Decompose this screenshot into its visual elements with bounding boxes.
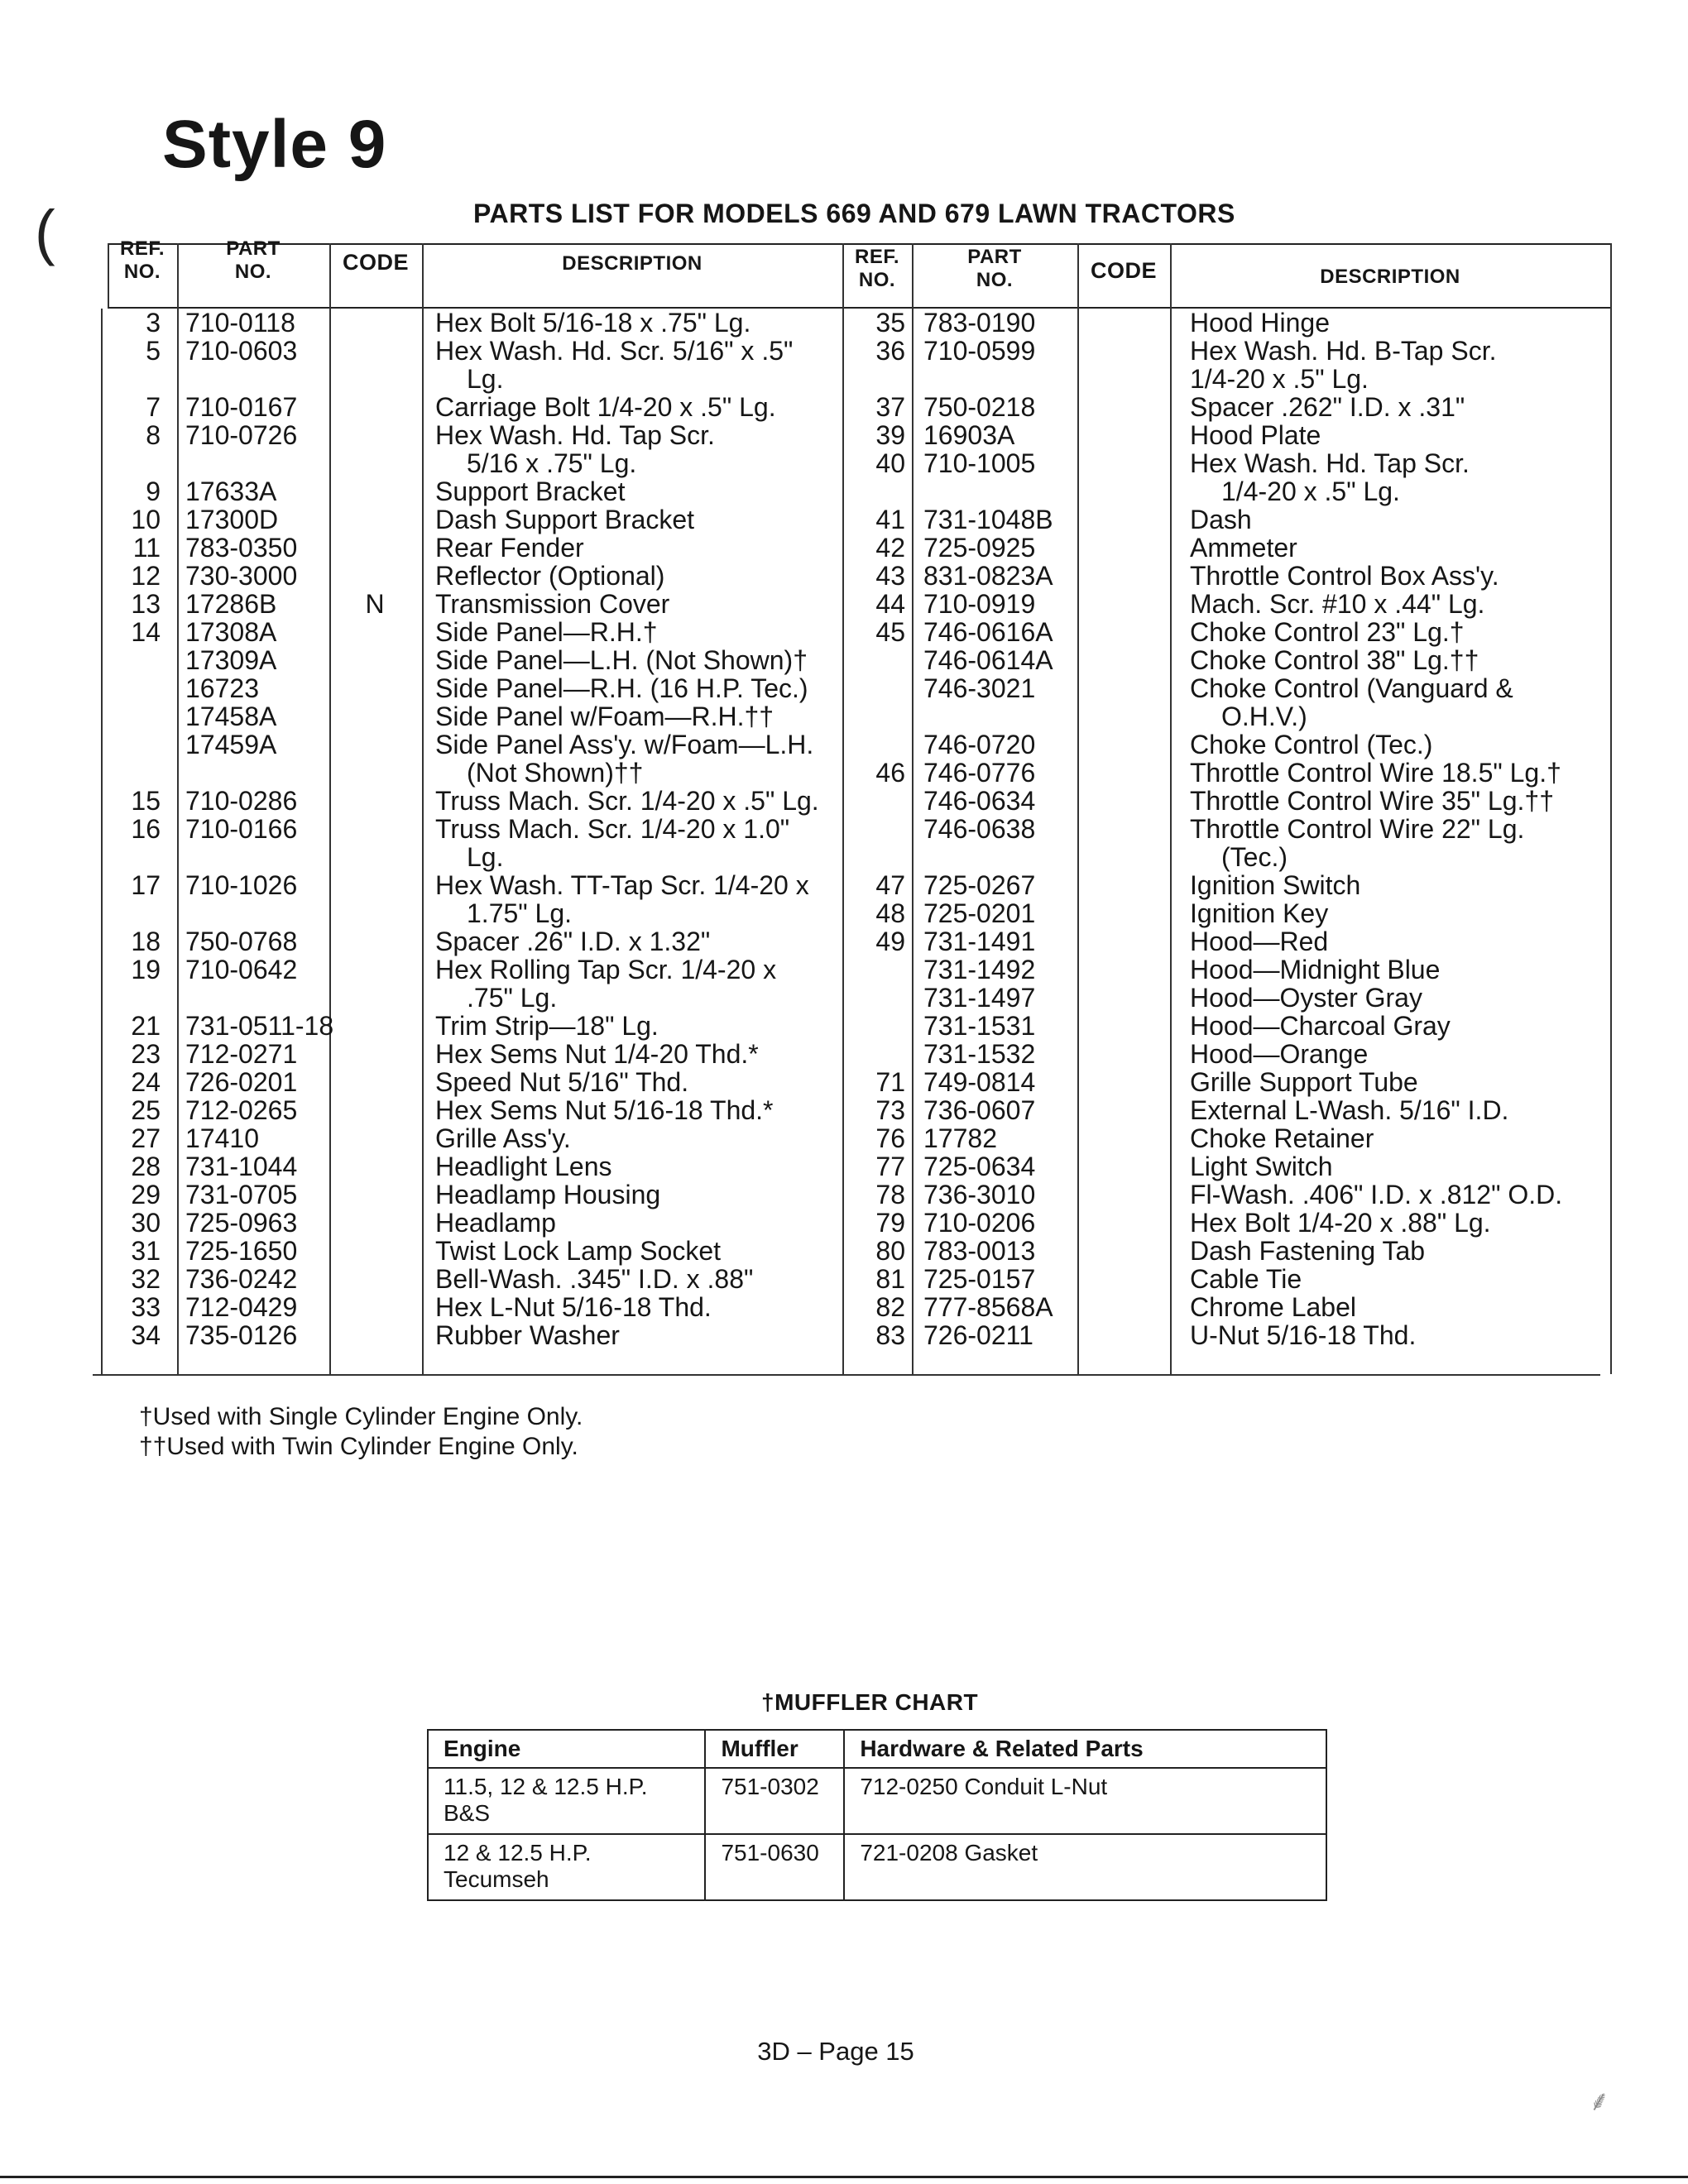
description-cell: Hood Hinge	[1190, 308, 1330, 338]
description-cell: 1/4-20 x .5" Lg.	[1221, 477, 1400, 506]
description-cell: Throttle Control Box Ass'y.	[1190, 561, 1499, 591]
part-no-cell: 725-0963	[185, 1208, 298, 1238]
description-cell: U-Nut 5/16-18 Thd.	[1190, 1320, 1417, 1350]
part-no-cell: 712-0429	[185, 1292, 298, 1322]
part-no-cell: 736-3010	[923, 1180, 1036, 1209]
page-bottom-rule	[0, 2176, 1688, 2178]
ref-no-cell: 16	[131, 814, 161, 844]
part-no-cell: 731-1491	[923, 927, 1036, 956]
parts-row	[93, 1124, 1612, 1152]
description-cell: Hex Sems Nut 5/16-18 Thd.*	[435, 1095, 774, 1125]
description-cell: Headlight Lens	[435, 1152, 612, 1181]
description-cell: 5/16 x .75" Lg.	[467, 448, 637, 478]
part-no-cell: 710-0166	[185, 814, 298, 844]
parts-row	[93, 449, 1612, 477]
description-cell: Hex Rolling Tap Scr. 1/4-20 x	[435, 955, 777, 984]
description-cell: Choke Control 38" Lg.††	[1190, 645, 1479, 675]
description-cell: Side Panel—R.H.†	[435, 617, 658, 647]
description-cell: Throttle Control Wire 35" Lg.††	[1190, 786, 1554, 816]
part-no-cell: 710-0603	[185, 336, 298, 366]
margin-mark: (	[35, 198, 55, 266]
ref-no-cell: 5	[146, 336, 161, 366]
parts-row	[93, 646, 1612, 674]
parts-table	[93, 234, 1612, 1376]
part-no-cell: 710-0206	[923, 1208, 1036, 1238]
description-cell: Dash Fastening Tab	[1190, 1236, 1426, 1266]
parts-row	[93, 1209, 1612, 1237]
ref-no-cell: 73	[875, 1095, 905, 1125]
part-no-cell: 710-0919	[923, 589, 1036, 619]
description-cell: Rear Fender	[435, 533, 584, 563]
part-no-cell: 731-1497	[923, 983, 1036, 1013]
part-no-cell: 735-0126	[185, 1320, 298, 1350]
description-cell: Grille Ass'y.	[435, 1123, 571, 1153]
description-cell: 1/4-20 x .5" Lg.	[1190, 364, 1369, 394]
parts-row	[93, 365, 1612, 393]
description-cell: Carriage Bolt 1/4-20 x .5" Lg.	[435, 392, 776, 422]
part-no-cell: 17309A	[185, 645, 277, 675]
part-no-cell: 746-0638	[923, 814, 1036, 844]
part-no-cell: 17782	[923, 1123, 997, 1153]
parts-row	[93, 927, 1612, 956]
description-cell: Hex L-Nut 5/16-18 Thd.	[435, 1292, 712, 1322]
parts-row	[93, 956, 1612, 984]
ref-no-cell: 14	[131, 617, 161, 647]
header-ref-no-right: REF. NO.	[854, 246, 899, 291]
parts-row	[93, 1237, 1612, 1265]
parts-row	[93, 815, 1612, 843]
part-no-cell: 725-0201	[923, 898, 1036, 928]
part-no-cell: 710-0286	[185, 786, 298, 816]
parts-row	[93, 702, 1612, 730]
part-no-cell: 710-0642	[185, 955, 298, 984]
ref-no-cell: 30	[131, 1208, 161, 1238]
page-number: 3D – Page 15	[757, 2037, 914, 2066]
ref-no-cell: 23	[131, 1039, 161, 1069]
parts-row	[93, 1040, 1612, 1068]
description-cell: .75" Lg.	[467, 983, 558, 1013]
description-cell: Throttle Control Wire 18.5" Lg.†	[1190, 758, 1561, 788]
part-no-cell: 16903A	[923, 420, 1015, 450]
part-no-cell: 710-0599	[923, 336, 1036, 366]
part-no-cell: 17410	[185, 1123, 259, 1153]
parts-row	[93, 590, 1612, 618]
description-cell: Hood—Midnight Blue	[1190, 955, 1441, 984]
muffler-header-muffler: Muffler	[705, 1730, 844, 1768]
ref-no-cell: 35	[875, 308, 905, 338]
description-cell: Grille Support Tube	[1190, 1067, 1418, 1097]
ref-no-cell: 33	[131, 1292, 161, 1322]
parts-row	[93, 1012, 1612, 1040]
ref-no-cell: 19	[131, 955, 161, 984]
ref-no-cell: 13	[131, 589, 161, 619]
parts-row	[93, 1181, 1612, 1209]
code-cell: N	[365, 589, 385, 619]
description-cell: Trim Strip—18" Lg.	[435, 1011, 659, 1041]
header-code-right: CODE	[1090, 258, 1157, 283]
description-cell: Lg.	[467, 364, 504, 394]
parts-row	[93, 337, 1612, 365]
part-no-cell: 750-0218	[923, 392, 1036, 422]
ref-no-cell: 48	[875, 898, 905, 928]
part-no-cell: 736-0242	[185, 1264, 298, 1294]
parts-row	[93, 562, 1612, 590]
ref-no-cell: 44	[875, 589, 905, 619]
description-cell: Truss Mach. Scr. 1/4-20 x 1.0"	[435, 814, 790, 844]
description-cell: Throttle Control Wire 22" Lg.	[1190, 814, 1525, 844]
header-code: CODE	[342, 250, 409, 275]
part-no-cell: 746-0616A	[923, 617, 1053, 647]
muffler-chart-table	[427, 1729, 1327, 1901]
description-cell: Lg.	[467, 842, 504, 872]
table-top-rule	[108, 243, 1612, 245]
muffler-row	[428, 1768, 1326, 1834]
muffler-row	[428, 1834, 1326, 1900]
part-no-cell: 710-0167	[185, 392, 298, 422]
header-ref-no: REF. NO.	[119, 237, 165, 283]
part-no-cell: 712-0265	[185, 1095, 298, 1125]
description-cell: Hood Plate	[1190, 420, 1321, 450]
parts-row	[93, 871, 1612, 899]
description-cell: 1.75" Lg.	[467, 898, 573, 928]
part-no-cell: 731-1044	[185, 1152, 298, 1181]
part-no-cell: 746-0776	[923, 758, 1036, 788]
description-cell: Rubber Washer	[435, 1320, 620, 1350]
part-no-cell: 736-0607	[923, 1095, 1036, 1125]
description-cell: Hood—Orange	[1190, 1039, 1369, 1069]
part-no-cell: 725-1650	[185, 1236, 298, 1266]
parts-row	[93, 1152, 1612, 1181]
ref-no-cell: 24	[131, 1067, 161, 1097]
part-no-cell: 725-0925	[923, 533, 1036, 563]
part-no-cell: 783-0013	[923, 1236, 1036, 1266]
muffler-engine-cell: 12 & 12.5 H.P. Tecumseh	[428, 1834, 705, 1900]
part-no-cell: 710-0118	[185, 308, 295, 338]
description-cell: (Not Shown)††	[467, 758, 644, 788]
description-cell: Speed Nut 5/16" Thd.	[435, 1067, 689, 1097]
description-cell: Hood—Charcoal Gray	[1190, 1011, 1451, 1041]
ref-no-cell: 43	[875, 561, 905, 591]
ref-no-cell: 17	[131, 870, 161, 900]
description-cell: O.H.V.)	[1221, 702, 1307, 731]
part-no-cell: 783-0350	[185, 533, 298, 563]
ref-no-cell: 12	[131, 561, 161, 591]
part-no-cell: 16723	[185, 673, 259, 703]
part-no-cell: 726-0201	[185, 1067, 298, 1097]
muffler-engine-cell: 11.5, 12 & 12.5 H.P. B&S	[428, 1768, 705, 1834]
part-no-cell: 710-0726	[185, 420, 298, 450]
parts-row	[93, 787, 1612, 815]
part-no-cell: 17459A	[185, 730, 277, 759]
footnote-twin-cylinder: ††Used with Twin Cylinder Engine Only.	[139, 1433, 578, 1460]
ref-no-cell: 71	[875, 1067, 905, 1097]
parts-row	[93, 1293, 1612, 1321]
ref-no-cell: 18	[131, 927, 161, 956]
parts-row	[93, 1265, 1612, 1293]
description-cell: Fl-Wash. .406" I.D. x .812" O.D.	[1190, 1180, 1563, 1209]
description-cell: Choke Retainer	[1190, 1123, 1374, 1153]
description-cell: Headlamp	[435, 1208, 556, 1238]
ref-no-cell: 79	[875, 1208, 905, 1238]
description-cell: Dash Support Bracket	[435, 505, 695, 534]
page-title: Style 9	[162, 107, 387, 182]
part-no-cell: 777-8568A	[923, 1292, 1053, 1322]
part-no-cell: 731-1492	[923, 955, 1036, 984]
ref-no-cell: 80	[875, 1236, 905, 1266]
description-cell: Cable Tie	[1190, 1264, 1302, 1294]
ref-no-cell: 81	[875, 1264, 905, 1294]
ref-no-cell: 45	[875, 617, 905, 647]
footnote-single-cylinder: †Used with Single Cylinder Engine Only.	[139, 1403, 583, 1430]
part-no-cell: 746-3021	[923, 673, 1036, 703]
description-cell: Hex Bolt 5/16-18 x .75" Lg.	[435, 308, 751, 338]
description-cell: Hex Wash. Hd. B-Tap Scr.	[1190, 336, 1497, 366]
ref-no-cell: 37	[875, 392, 905, 422]
part-no-cell: 731-1532	[923, 1039, 1036, 1069]
ref-no-cell: 7	[146, 392, 161, 422]
ref-no-cell: 28	[131, 1152, 161, 1181]
muffler-hardware-cell: 712-0250 Conduit L-Nut	[844, 1768, 1326, 1834]
ref-no-cell: 21	[131, 1011, 161, 1041]
part-no-cell: 710-1026	[185, 870, 298, 900]
part-no-cell: 17633A	[185, 477, 277, 506]
ref-no-cell: 42	[875, 533, 905, 563]
description-cell: Choke Control (Vanguard &	[1190, 673, 1513, 703]
part-no-cell: 710-1005	[923, 448, 1036, 478]
description-cell: Spacer .26" I.D. x 1.32"	[435, 927, 711, 956]
ref-no-cell: 76	[875, 1123, 905, 1153]
muffler-header-hardware: Hardware & Related Parts	[844, 1730, 1326, 1768]
description-cell: Hood—Oyster Gray	[1190, 983, 1422, 1013]
description-cell: Chrome Label	[1190, 1292, 1356, 1322]
ref-no-cell: 9	[146, 477, 161, 506]
part-no-cell: 725-0634	[923, 1152, 1036, 1181]
part-no-cell: 712-0271	[185, 1039, 298, 1069]
description-cell: Side Panel Ass'y. w/Foam—L.H.	[435, 730, 814, 759]
muffler-header-engine: Engine	[428, 1730, 705, 1768]
description-cell: Light Switch	[1190, 1152, 1333, 1181]
description-cell: Truss Mach. Scr. 1/4-20 x .5" Lg.	[435, 786, 819, 816]
part-no-cell: 731-0511-18	[185, 1011, 334, 1041]
part-no-cell: 17300D	[185, 505, 279, 534]
part-no-cell: 17458A	[185, 702, 277, 731]
ref-no-cell: 8	[146, 420, 161, 450]
muffler-hardware-cell: 721-0208 Gasket	[844, 1834, 1326, 1900]
parts-row	[93, 477, 1612, 505]
description-cell: External L-Wash. 5/16" I.D.	[1190, 1095, 1509, 1125]
description-cell: Spacer .262" I.D. x .31"	[1190, 392, 1465, 422]
description-cell: Hood—Red	[1190, 927, 1329, 956]
part-no-cell: 783-0190	[923, 308, 1036, 338]
header-part-no: PART NO.	[226, 237, 281, 283]
ref-no-cell: 29	[131, 1180, 161, 1209]
ref-no-cell: 49	[875, 927, 905, 956]
muffler-part-cell: 751-0630	[705, 1834, 844, 1900]
parts-row	[93, 843, 1612, 871]
ref-no-cell: 11	[132, 533, 161, 563]
description-cell: Hex Wash. Hd. Tap Scr.	[1190, 448, 1470, 478]
ref-no-cell: 83	[875, 1320, 905, 1350]
parts-row	[93, 534, 1612, 562]
description-cell: Mach. Scr. #10 x .44" Lg.	[1190, 589, 1485, 619]
description-cell: Choke Control (Tec.)	[1190, 730, 1433, 759]
parts-row	[93, 1068, 1612, 1096]
ref-no-cell: 82	[875, 1292, 905, 1322]
ref-no-cell: 77	[875, 1152, 905, 1181]
part-no-cell: 731-1048B	[923, 505, 1053, 534]
part-no-cell: 731-0705	[185, 1180, 298, 1209]
parts-row	[93, 1321, 1612, 1349]
parts-row	[93, 759, 1612, 787]
ref-no-cell: 27	[131, 1123, 161, 1153]
ref-no-cell: 39	[875, 420, 905, 450]
header-description-right: DESCRIPTION	[1320, 266, 1460, 288]
part-no-cell: 731-1531	[923, 1011, 1036, 1041]
parts-row	[93, 505, 1612, 534]
description-cell: Hex Wash. Hd. Scr. 5/16" x .5"	[435, 336, 794, 366]
description-cell: Side Panel w/Foam—R.H.††	[435, 702, 774, 731]
part-no-cell: 746-0720	[923, 730, 1036, 759]
part-no-cell: 831-0823A	[923, 561, 1053, 591]
parts-row	[93, 393, 1612, 421]
description-cell: Ignition Switch	[1190, 870, 1361, 900]
header-description: DESCRIPTION	[562, 252, 703, 275]
description-cell: Twist Lock Lamp Socket	[435, 1236, 722, 1266]
description-cell: Transmission Cover	[435, 589, 670, 619]
parts-row	[93, 674, 1612, 702]
parts-row	[93, 421, 1612, 449]
ref-no-cell: 34	[131, 1320, 161, 1350]
part-no-cell: 730-3000	[185, 561, 298, 591]
parts-row	[93, 309, 1612, 337]
description-cell: Ignition Key	[1190, 898, 1329, 928]
part-no-cell: 726-0211	[923, 1320, 1033, 1350]
handwritten-mark: ⸙	[1589, 2086, 1610, 2117]
muffler-chart-title: †MUFFLER CHART	[761, 1689, 979, 1715]
description-cell: Headlamp Housing	[435, 1180, 661, 1209]
parts-row	[93, 1096, 1612, 1124]
description-cell: Choke Control 23" Lg.†	[1190, 617, 1465, 647]
ref-no-cell: 47	[875, 870, 905, 900]
muffler-header-row	[428, 1730, 1326, 1768]
description-cell: Hex Sems Nut 1/4-20 Thd.*	[435, 1039, 759, 1069]
part-no-cell: 750-0768	[185, 927, 298, 956]
parts-row	[93, 899, 1612, 927]
ref-no-cell: 15	[131, 786, 161, 816]
table-bottom-rule	[93, 1374, 1600, 1376]
description-cell: Side Panel—L.H. (Not Shown)†	[435, 645, 808, 675]
part-no-cell: 725-0267	[923, 870, 1036, 900]
description-cell: Dash	[1190, 505, 1252, 534]
description-cell: Hex Wash. Hd. Tap Scr.	[435, 420, 715, 450]
ref-no-cell: 3	[146, 308, 161, 338]
description-cell: Side Panel—R.H. (16 H.P. Tec.)	[435, 673, 808, 703]
description-cell: Hex Wash. TT-Tap Scr. 1/4-20 x	[435, 870, 809, 900]
muffler-part-cell: 751-0302	[705, 1768, 844, 1834]
ref-no-cell: 25	[131, 1095, 161, 1125]
parts-row	[93, 730, 1612, 759]
part-no-cell: 17286B	[185, 589, 277, 619]
description-cell: Bell-Wash. .345" I.D. x .88"	[435, 1264, 754, 1294]
ref-no-cell: 40	[875, 448, 905, 478]
part-no-cell: 746-0614A	[923, 645, 1053, 675]
parts-row	[93, 984, 1612, 1012]
ref-no-cell: 32	[131, 1264, 161, 1294]
description-cell: Hex Bolt 1/4-20 x .88" Lg.	[1190, 1208, 1491, 1238]
part-no-cell: 725-0157	[923, 1264, 1036, 1294]
description-cell: (Tec.)	[1221, 842, 1288, 872]
header-part-no-right: PART NO.	[967, 246, 1022, 291]
part-no-cell: 746-0634	[923, 786, 1036, 816]
ref-no-cell: 78	[875, 1180, 905, 1209]
parts-row	[93, 618, 1612, 646]
ref-no-cell: 36	[875, 336, 905, 366]
part-no-cell: 17308A	[185, 617, 277, 647]
ref-no-cell: 41	[875, 505, 905, 534]
ref-no-cell: 46	[875, 758, 905, 788]
footnotes	[139, 1402, 583, 1462]
part-no-cell: 749-0814	[923, 1067, 1036, 1097]
ref-no-cell: 31	[131, 1236, 161, 1266]
description-cell: Support Bracket	[435, 477, 626, 506]
description-cell: Reflector (Optional)	[435, 561, 665, 591]
ref-no-cell: 10	[131, 505, 161, 534]
description-cell: Ammeter	[1190, 533, 1297, 563]
parts-list-heading: PARTS LIST FOR MODELS 669 AND 679 LAWN TRACTORS	[473, 199, 1235, 228]
